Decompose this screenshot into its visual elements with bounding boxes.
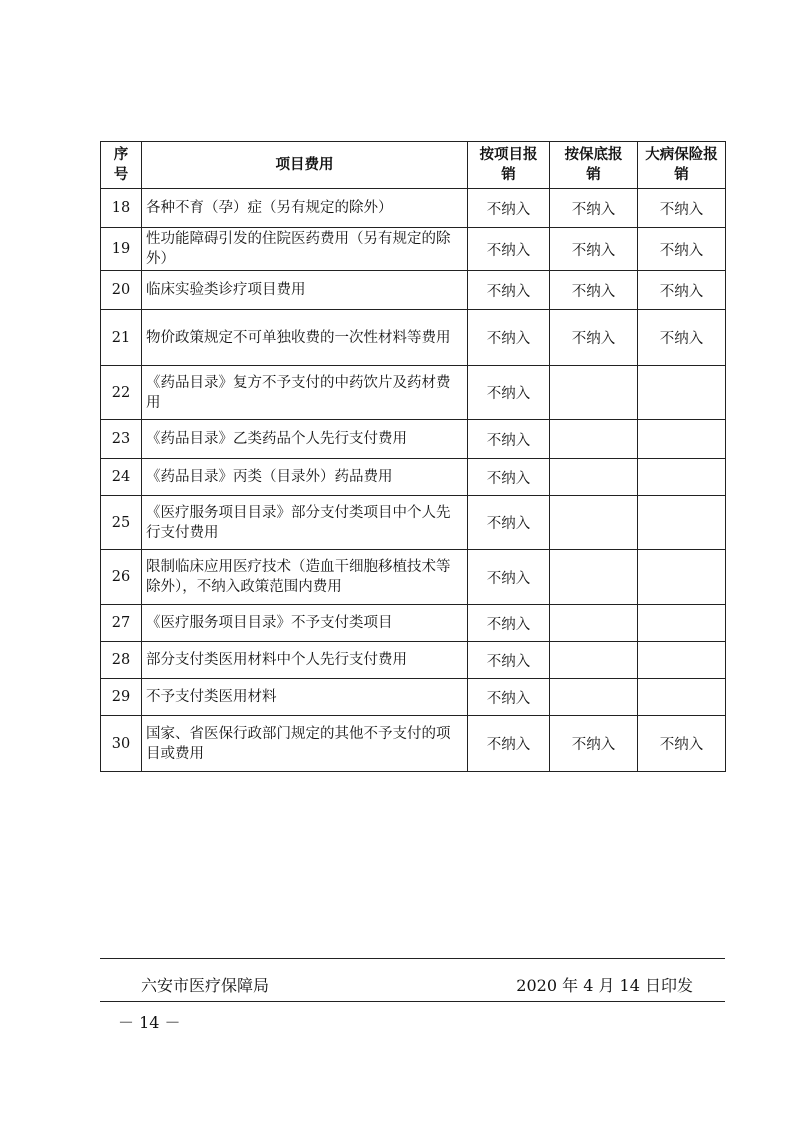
row-by-guarantee: 不纳入 [550, 189, 638, 228]
row-item: 物价政策规定不可单独收费的一次性材料等费用 [142, 310, 468, 366]
row-by-item: 不纳入 [468, 679, 550, 716]
row-seq: 29 [101, 679, 142, 716]
table-row [101, 366, 726, 420]
row-by-item: 不纳入 [468, 605, 550, 642]
row-by-item: 不纳入 [468, 642, 550, 679]
row-critical-illness [638, 679, 726, 716]
row-item: 部分支付类医用材料中个人先行支付费用 [142, 642, 468, 679]
row-by-guarantee: 不纳入 [550, 310, 638, 366]
row-by-item: 不纳入 [468, 459, 550, 496]
row-item: 《药品目录》复方不予支付的中药饮片及药材费用 [142, 366, 468, 420]
row-critical-illness [638, 420, 726, 459]
row-by-guarantee: 不纳入 [550, 228, 638, 271]
footer-date: 2020 年 4 月 14 日印发 [516, 976, 693, 995]
table-row [101, 459, 726, 496]
header-critical-illness: 大病保险报销 [638, 142, 726, 189]
row-item: 各种不育（孕）症（另有规定的除外） [142, 189, 468, 228]
row-critical-illness: 不纳入 [638, 228, 726, 271]
header-item: 项目费用 [142, 142, 468, 189]
table-row [101, 679, 726, 716]
row-item: 性功能障碍引发的住院医药费用（另有规定的除外） [142, 228, 468, 271]
header-seq: 序号 [101, 142, 142, 189]
row-critical-illness: 不纳入 [638, 310, 726, 366]
row-item: 国家、省医保行政部门规定的其他不予支付的项目或费用 [142, 716, 468, 772]
row-by-item: 不纳入 [468, 716, 550, 772]
table-header-row [101, 142, 726, 189]
table-row [101, 310, 726, 366]
row-item: 《药品目录》丙类（目录外）药品费用 [142, 459, 468, 496]
row-by-guarantee [550, 679, 638, 716]
row-seq: 24 [101, 459, 142, 496]
row-item: 限制临床应用医疗技术（造血干细胞移植技术等除外），不纳入政策范围内费用 [142, 550, 468, 605]
header-by-item: 按项目报销 [468, 142, 550, 189]
row-item: 不予支付类医用材料 [142, 679, 468, 716]
row-by-guarantee [550, 550, 638, 605]
row-by-guarantee [550, 459, 638, 496]
row-by-item: 不纳入 [468, 496, 550, 550]
table-row [101, 496, 726, 550]
row-critical-illness [638, 496, 726, 550]
row-by-item: 不纳入 [468, 228, 550, 271]
row-critical-illness: 不纳入 [638, 271, 726, 310]
row-by-guarantee: 不纳入 [550, 716, 638, 772]
row-critical-illness [638, 459, 726, 496]
row-seq: 18 [101, 189, 142, 228]
header-by-guarantee: 按保底报销 [550, 142, 638, 189]
table-row [101, 189, 726, 228]
row-item: 《医疗服务项目目录》部分支付类项目中个人先行支付费用 [142, 496, 468, 550]
row-by-item: 不纳入 [468, 271, 550, 310]
table-row [101, 605, 726, 642]
table-row [101, 420, 726, 459]
row-seq: 19 [101, 228, 142, 271]
row-by-item: 不纳入 [468, 550, 550, 605]
table-row [101, 716, 726, 772]
table-row [101, 271, 726, 310]
row-critical-illness: 不纳入 [638, 716, 726, 772]
row-item: 临床实验类诊疗项目费用 [142, 271, 468, 310]
row-item: 《药品目录》乙类药品个人先行支付费用 [142, 420, 468, 459]
row-seq: 27 [101, 605, 142, 642]
row-seq: 23 [101, 420, 142, 459]
row-by-guarantee [550, 420, 638, 459]
row-by-item: 不纳入 [468, 366, 550, 420]
row-seq: 25 [101, 496, 142, 550]
table-row [101, 228, 726, 271]
row-critical-illness [638, 642, 726, 679]
row-item: 《医疗服务项目目录》不予支付类项目 [142, 605, 468, 642]
row-seq: 26 [101, 550, 142, 605]
row-by-item: 不纳入 [468, 420, 550, 459]
row-seq: 20 [101, 271, 142, 310]
page-number: － 14 － [118, 1013, 181, 1032]
row-by-guarantee [550, 366, 638, 420]
row-by-guarantee [550, 496, 638, 550]
row-by-guarantee: 不纳入 [550, 271, 638, 310]
row-critical-illness: 不纳入 [638, 189, 726, 228]
footer-top-rule [100, 958, 725, 959]
footer-issuer: 六安市医疗保障局 [141, 976, 270, 995]
row-by-item: 不纳入 [468, 189, 550, 228]
table-row [101, 550, 726, 605]
footer-bottom-rule [100, 1001, 725, 1002]
row-by-guarantee [550, 642, 638, 679]
table-row [101, 642, 726, 679]
row-critical-illness [638, 605, 726, 642]
row-seq: 30 [101, 716, 142, 772]
row-by-guarantee [550, 605, 638, 642]
exclusion-table [100, 141, 726, 772]
row-seq: 22 [101, 366, 142, 420]
row-by-item: 不纳入 [468, 310, 550, 366]
row-critical-illness [638, 550, 726, 605]
row-critical-illness [638, 366, 726, 420]
row-seq: 28 [101, 642, 142, 679]
row-seq: 21 [101, 310, 142, 366]
